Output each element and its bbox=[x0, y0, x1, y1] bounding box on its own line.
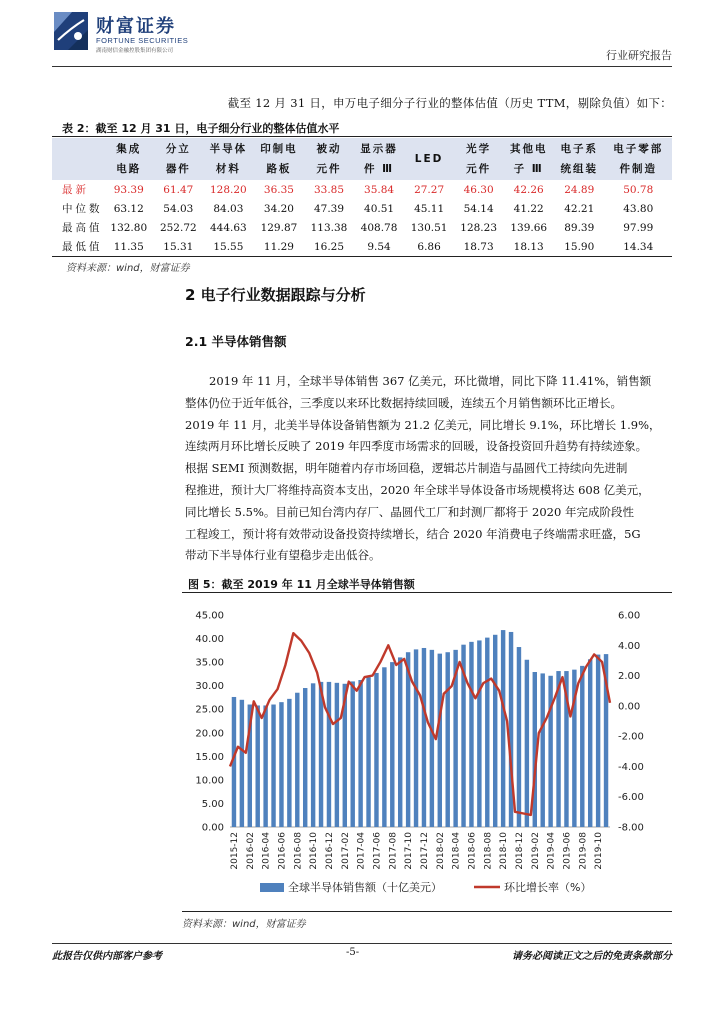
y-left-tick-label: 35.00 bbox=[195, 657, 224, 669]
table-cell: 444.63 bbox=[210, 221, 247, 234]
table-bottom-rule bbox=[52, 256, 672, 257]
table-caption: 表 2：截至 12 月 31 日，电子细分行业的整体估值水平 bbox=[62, 122, 340, 135]
brand-subtitle: 湖南财信金融控股集团有限公司 bbox=[96, 48, 174, 54]
legend-swatch-bar bbox=[260, 883, 284, 892]
bar bbox=[350, 681, 354, 827]
footer-disclaimer-left: 此报告仅供内部客户参考 bbox=[52, 951, 162, 962]
row-label: 最新 bbox=[62, 184, 89, 196]
table-cell: 89.39 bbox=[564, 221, 595, 234]
y-right-tick-label: 4.00 bbox=[618, 640, 641, 652]
table-cell: 113.38 bbox=[310, 221, 348, 234]
table-cell: 46.30 bbox=[463, 183, 494, 196]
x-tick-label: 2019-06 bbox=[562, 832, 573, 870]
bar bbox=[406, 652, 410, 827]
x-tick-label: 2017-12 bbox=[419, 832, 430, 870]
table-cell: 139.66 bbox=[510, 221, 548, 234]
table-cell: 18.13 bbox=[513, 240, 544, 253]
x-tick-label: 2019-02 bbox=[530, 832, 541, 870]
bar bbox=[540, 673, 544, 827]
table-cell: 9.54 bbox=[367, 240, 391, 253]
y-left-tick-label: 5.00 bbox=[201, 798, 224, 810]
paragraph-line: 整体仍位于近年低谷，三季度以来环比数据持续回暖，连续五个月销售额环比正增长。 bbox=[185, 395, 622, 410]
legend-label-line: 环比增长率（%） bbox=[504, 881, 592, 894]
column-header: 半导体 材料 bbox=[203, 138, 254, 180]
bar bbox=[311, 683, 315, 827]
bar bbox=[580, 666, 584, 827]
bar bbox=[398, 657, 402, 827]
y-right-tick-label: 0.00 bbox=[618, 701, 641, 713]
table-cell: 15.90 bbox=[564, 240, 595, 253]
x-tick-label: 2017-02 bbox=[340, 832, 351, 870]
table-cell: 129.87 bbox=[260, 221, 298, 234]
y-right-tick-label: -6.00 bbox=[618, 792, 644, 804]
bar bbox=[477, 640, 481, 827]
table-cell: 42.21 bbox=[564, 202, 595, 215]
table-row-latest bbox=[52, 180, 672, 199]
table-cell: 43.80 bbox=[623, 202, 654, 215]
table-top-rule bbox=[52, 136, 672, 137]
row-label: 中位数 bbox=[62, 203, 103, 215]
y-left-tick-label: 30.00 bbox=[195, 681, 224, 693]
table-cell: 16.25 bbox=[313, 240, 345, 253]
x-tick-label: 2019-04 bbox=[546, 832, 557, 870]
column-header: 分立 器件 bbox=[154, 138, 204, 180]
column-header: LED bbox=[404, 138, 454, 180]
bar bbox=[382, 667, 386, 827]
x-tick-label: 2016-08 bbox=[293, 832, 304, 870]
bar bbox=[445, 652, 449, 827]
x-tick-label: 2019-08 bbox=[578, 832, 589, 870]
y-left-tick-label: 45.00 bbox=[195, 610, 224, 622]
bar bbox=[263, 705, 267, 827]
bar bbox=[525, 660, 529, 827]
table-cell: 6.86 bbox=[417, 240, 441, 253]
bar bbox=[414, 649, 418, 827]
table-cell: 47.39 bbox=[313, 202, 345, 215]
table-row-max bbox=[52, 218, 672, 237]
footer-disclaimer-right: 请务必阅读正文之后的免责条款部分 bbox=[512, 951, 672, 962]
table-cell: 93.39 bbox=[113, 183, 144, 196]
brand-name-cn: 财富证券 bbox=[96, 16, 176, 37]
x-tick-label: 2018-06 bbox=[467, 832, 478, 870]
x-tick-label: 2017-06 bbox=[372, 832, 383, 870]
bar bbox=[327, 682, 331, 827]
table-cell: 252.72 bbox=[159, 221, 197, 234]
table-cell: 11.35 bbox=[113, 240, 144, 253]
column-header: 电子零部 件制造 bbox=[605, 138, 672, 180]
bar bbox=[358, 680, 362, 827]
figure-source: 资料来源：wind，财富证券 bbox=[182, 919, 306, 930]
paragraph-line: 同比增长 5.5%。目前已知台湾内存厂、晶圆代工厂和封测厂都将于 2020 年完成阶段性 bbox=[185, 504, 634, 519]
table-cell: 35.84 bbox=[364, 183, 395, 196]
y-right-tick-label: -4.00 bbox=[618, 761, 644, 773]
x-tick-label: 2016-04 bbox=[261, 832, 272, 870]
bar bbox=[271, 705, 275, 827]
table-cell: 33.85 bbox=[313, 183, 345, 196]
x-tick-label: 2016-12 bbox=[324, 832, 335, 870]
column-header: 显示器 件 Ⅲ bbox=[354, 138, 405, 180]
row-label: 最高值 bbox=[62, 222, 103, 234]
table-cell: 132.80 bbox=[110, 221, 148, 234]
y-right-tick-label: -2.00 bbox=[618, 731, 644, 743]
legend-label-bar: 全球半导体销售额（十亿美元） bbox=[288, 881, 442, 894]
paragraph-line: 根据 SEMI 预测数据，明年随着内存市场回稳，逻辑芯片制造与晶圆代工持续向先进制 bbox=[185, 461, 628, 476]
bar bbox=[430, 650, 434, 827]
table-cell: 41.22 bbox=[513, 202, 544, 215]
y-left-tick-label: 40.00 bbox=[195, 634, 224, 646]
footer-divider bbox=[52, 943, 672, 944]
table-cell: 15.31 bbox=[163, 240, 194, 253]
paragraph-line: 2019 年 11 月，北美半导体设备销售额为 21.2 亿美元，同比增长 9.1%，环比增长 1.9%， bbox=[185, 417, 661, 432]
y-left-tick-label: 20.00 bbox=[195, 728, 224, 740]
y-left-tick-label: 25.00 bbox=[195, 704, 224, 716]
table-cell: 24.89 bbox=[564, 183, 595, 196]
table-cell: 36.35 bbox=[263, 183, 294, 196]
paragraph-line: 连续两月环比增长反映了 2019 年四季度市场需求的回暖，设备投资回升趋势有持续迹象。 bbox=[185, 439, 648, 454]
y-right-tick-label: 2.00 bbox=[618, 671, 641, 683]
subsection-title: 2.1 半导体销售额 bbox=[185, 334, 287, 349]
body-paragraph bbox=[185, 371, 672, 567]
table-cell: 50.78 bbox=[623, 183, 654, 196]
brand-name-en: FORTUNE SECURITIES bbox=[96, 36, 189, 45]
table-corner-cell bbox=[52, 138, 104, 180]
x-tick-label: 2017-08 bbox=[388, 832, 399, 870]
bar bbox=[485, 638, 489, 827]
x-tick-label: 2016-02 bbox=[245, 832, 256, 870]
x-tick-label: 2018-10 bbox=[499, 832, 510, 870]
figure-top-rule bbox=[182, 592, 672, 593]
table-cell: 34.20 bbox=[263, 202, 294, 215]
paragraph-line: 工程竣工，预计将有效带动设备投资持续增长，结合 2020 年消费电子终端需求旺盛，5G bbox=[185, 526, 641, 541]
x-tick-label: 2018-02 bbox=[435, 832, 446, 870]
y-right-tick-label: -8.00 bbox=[618, 822, 644, 834]
table-cell: 14.34 bbox=[623, 240, 654, 253]
table-cell: 45.11 bbox=[414, 202, 445, 215]
column-header: 光学 元件 bbox=[454, 138, 504, 180]
y-right-tick-label: 6.00 bbox=[618, 610, 641, 622]
x-tick-label: 2018-12 bbox=[514, 832, 525, 870]
table-cell: 63.12 bbox=[113, 202, 144, 215]
paragraph-line: 带动下半导体行业有望稳步走出低谷。 bbox=[185, 548, 381, 563]
table-cell: 18.73 bbox=[463, 240, 494, 253]
bar bbox=[335, 683, 339, 827]
bar bbox=[279, 702, 283, 827]
bar bbox=[303, 688, 307, 827]
bar bbox=[501, 630, 505, 827]
series-line-mom-growth bbox=[230, 633, 610, 815]
column-header: 集成 电路 bbox=[104, 138, 154, 180]
table-cell: 97.99 bbox=[623, 221, 654, 234]
y-left-tick-label: 15.00 bbox=[195, 751, 224, 763]
fortune-securities-logo bbox=[52, 10, 90, 52]
table-cell: 54.03 bbox=[163, 202, 194, 215]
column-header: 其他电 子 Ⅲ bbox=[503, 138, 554, 180]
figure-caption: 图 5：截至 2019 年 11 月全球半导体销售额 bbox=[188, 578, 415, 591]
valuation-table bbox=[52, 138, 672, 256]
bar bbox=[422, 648, 426, 827]
bar bbox=[255, 705, 259, 827]
bar bbox=[390, 662, 394, 827]
table-cell: 61.47 bbox=[163, 183, 194, 196]
column-header: 印制电 路板 bbox=[254, 138, 305, 180]
bar bbox=[319, 682, 323, 827]
table-cell: 11.29 bbox=[263, 240, 294, 253]
table-cell: 128.20 bbox=[210, 183, 247, 196]
x-tick-label: 2016-10 bbox=[309, 832, 320, 870]
x-tick-label: 2018-04 bbox=[451, 832, 462, 870]
table-cell: 42.26 bbox=[513, 183, 544, 196]
y-left-tick-label: 0.00 bbox=[201, 822, 224, 834]
bar bbox=[240, 700, 244, 827]
bar bbox=[517, 647, 521, 827]
table-cell: 84.03 bbox=[213, 202, 244, 215]
figure-bottom-rule bbox=[182, 911, 672, 912]
column-header: 被动 元件 bbox=[304, 138, 354, 180]
row-label: 最低值 bbox=[62, 241, 103, 253]
bar bbox=[493, 635, 497, 827]
bar bbox=[469, 642, 473, 827]
bar bbox=[596, 655, 600, 827]
table-row-median bbox=[52, 199, 672, 218]
bar bbox=[588, 659, 592, 827]
table-cell: 40.51 bbox=[364, 202, 395, 215]
bar bbox=[374, 673, 378, 827]
column-header: 电子系 统组装 bbox=[554, 138, 605, 180]
x-tick-label: 2018-08 bbox=[483, 832, 494, 870]
page-number: -5- bbox=[346, 947, 360, 958]
paragraph-line: 2019 年 11 月，全球半导体销售 367 亿美元，环比微增，同比下降 11.41%，销售额 bbox=[209, 374, 652, 388]
x-tick-label: 2015-12 bbox=[229, 832, 240, 870]
table-cell: 54.14 bbox=[463, 202, 494, 215]
x-tick-label: 2017-04 bbox=[356, 832, 367, 870]
intro-line: 截至 12 月 31 日，申万电子细分子行业的整体估值（历史 TTM，剔除负值）如下： bbox=[227, 96, 672, 110]
bar bbox=[438, 654, 442, 827]
bar bbox=[295, 693, 299, 827]
x-tick-label: 2019-10 bbox=[594, 832, 605, 870]
table-header-row bbox=[52, 138, 672, 180]
x-tick-label: 2017-10 bbox=[404, 832, 415, 870]
report-type-label: 行业研究报告 bbox=[606, 49, 672, 62]
bar bbox=[287, 699, 291, 827]
y-left-tick-label: 10.00 bbox=[195, 775, 224, 787]
bar bbox=[548, 676, 552, 827]
section-title: 2 电子行业数据跟踪与分析 bbox=[185, 286, 366, 304]
semiconductor-sales-chart bbox=[182, 598, 672, 908]
table-cell: 128.23 bbox=[460, 221, 498, 234]
table-source: 资料来源：wind，财富证券 bbox=[66, 263, 190, 274]
paragraph-line: 程推进，预计大厂将维持高资本支出，2020 年全球半导体设备市场规模将达 608 亿美元， bbox=[185, 482, 650, 497]
table-cell: 15.55 bbox=[213, 240, 244, 253]
bar bbox=[366, 677, 370, 827]
table-cell: 130.51 bbox=[410, 221, 448, 234]
header-divider bbox=[52, 66, 672, 67]
table-cell: 408.78 bbox=[360, 221, 398, 234]
table-row-min bbox=[52, 237, 672, 256]
x-tick-label: 2016-06 bbox=[277, 832, 288, 870]
table-cell: 27.27 bbox=[414, 183, 445, 196]
